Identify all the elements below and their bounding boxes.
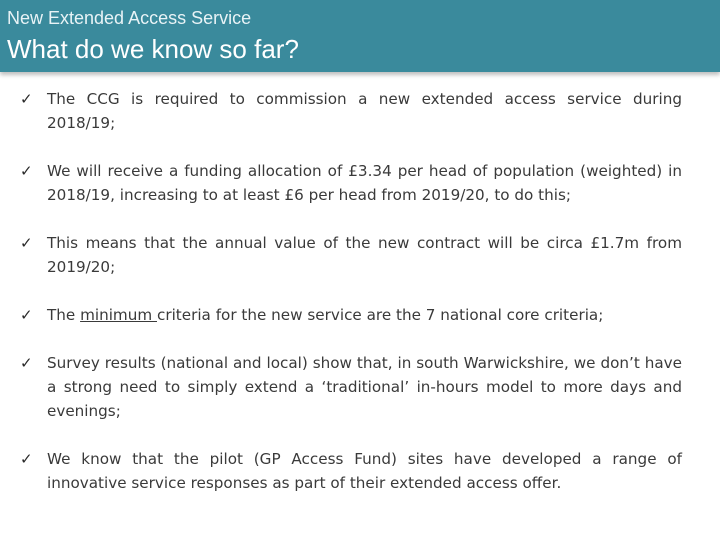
bullet-text-after: criteria for the new service are the 7 national core criteria; xyxy=(156,306,604,324)
bullet-text: The CCG is required to commission a new extended access service during 2018/19; xyxy=(47,90,682,132)
bullet-item xyxy=(20,231,682,279)
bullet-text: Survey results (national and local) show that, in south Warwickshire, we don’t have a strong need to simply extend a ‘traditional’ in-hours model to more days and evenings; xyxy=(47,354,682,420)
bullet-item xyxy=(20,447,682,495)
bullet-text-before: The xyxy=(47,306,81,324)
checkmark-icon: ✓ xyxy=(20,234,33,252)
slide-header xyxy=(0,0,720,72)
checkmark-icon: ✓ xyxy=(20,450,33,468)
bullet-text: We know that the pilot (GP Access Fund) sites have developed a range of innovative service responses as part of their extended access offer. xyxy=(47,450,682,492)
bullet-text: This means that the annual value of the new contract will be circa £1.7m from 2019/20; xyxy=(47,234,682,276)
bullet-item xyxy=(20,87,682,135)
bullet-item xyxy=(20,303,682,327)
bullet-text: We will receive a funding allocation of £3.34 per head of population (weighted) in 2018/19, increasing to at least £6 per head from 2019/20, to do this; xyxy=(47,162,682,204)
header-subtitle: New Extended Access Service xyxy=(7,8,252,28)
bullet-list xyxy=(20,87,682,519)
page-title: What do we know so far? xyxy=(7,34,299,64)
checkmark-icon: ✓ xyxy=(20,162,33,180)
checkmark-icon: ✓ xyxy=(20,306,33,324)
checkmark-icon: ✓ xyxy=(20,90,33,108)
checkmark-icon: ✓ xyxy=(20,354,33,372)
bullet-text-underlined: minimum xyxy=(80,306,157,324)
bullet-item xyxy=(20,351,682,423)
bullet-item xyxy=(20,159,682,207)
